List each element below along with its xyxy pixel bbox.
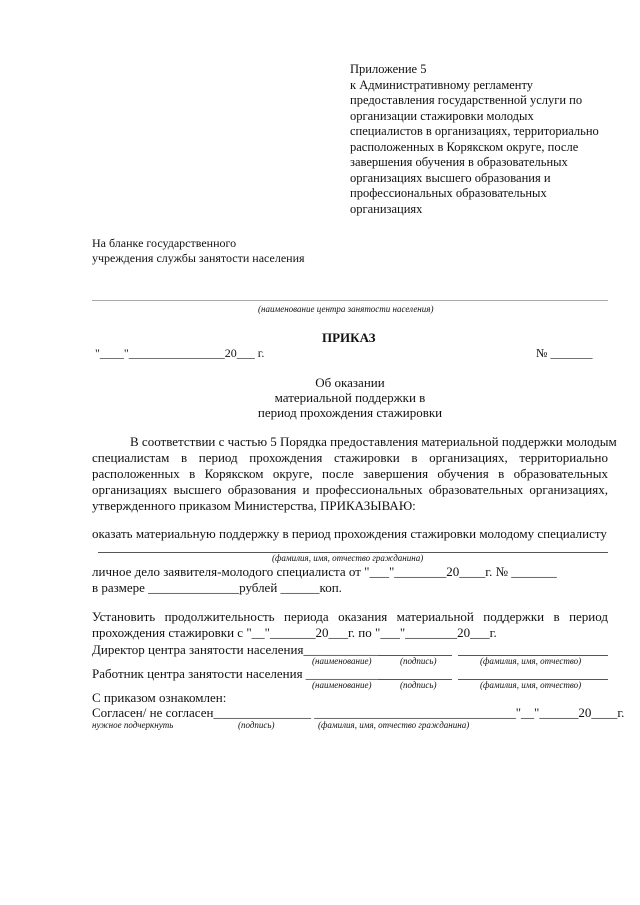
blank-note-line: учреждения службы занятости населения xyxy=(92,251,305,265)
center-caption: (наименование центра занятости населения) xyxy=(258,304,434,314)
appendix-line: специалистов в организациях, территориально xyxy=(350,124,599,138)
body-line-first: В соответствии с частью 5 Порядка предоставления материальной поддержки молодым xyxy=(130,434,617,449)
blank-note-line: На бланке государственного xyxy=(92,236,237,250)
appendix-line: организациях высшего образования и xyxy=(350,170,551,185)
body-line: специалистам в период прохождения стажировки в организациях, территориально xyxy=(92,450,608,465)
amount-line: в размере ______________рублей ______коп. xyxy=(92,580,342,595)
appendix-line: организациях xyxy=(350,201,423,216)
caption-fio: (фамилия, имя, отчество) xyxy=(480,680,582,690)
appendix-line: к Административному регламенту xyxy=(350,77,534,92)
appendix-block xyxy=(350,62,620,217)
order-line: оказать материальную поддержку в период прохождения стажировки молодому специалисту xyxy=(92,526,607,541)
subject-line: Об оказании xyxy=(315,375,385,390)
appendix-line: расположенных в Корякском округе, после xyxy=(350,139,579,154)
period-line: прохождения стажировки с "__"_______20___г. по "___"________20___г. xyxy=(92,625,497,640)
center-name-line xyxy=(92,300,608,301)
caption-signature: (подпись) xyxy=(238,720,275,730)
appendix-line: завершения обучения в образовательных xyxy=(350,155,568,169)
appendix-line: предоставления государственной услуги по xyxy=(350,93,583,107)
agree-line: Согласен/ не согласен_______________ _______________________________"__"______20____г. xyxy=(92,705,625,720)
caption-fio-citizen: (фамилия, имя, отчество гражданина) xyxy=(318,720,470,730)
caption-signature: (подпись) xyxy=(400,680,437,690)
body-line: организациях высшего образования и профессиональных образовательных организациях, xyxy=(92,482,608,497)
number-line: № _______ xyxy=(536,346,593,360)
subject-line: материальной поддержки в xyxy=(274,390,426,405)
appendix-line: Приложение 5 xyxy=(350,62,427,76)
director-line: Директор центра занятости населения____________ xyxy=(92,642,382,657)
period-line: Установить продолжительность периода оказания материальной поддержки в период xyxy=(92,609,608,624)
caption-signature: (подпись) xyxy=(400,656,437,666)
appendix-line: профессиональных образовательных xyxy=(350,186,547,200)
date-line: "____"________________20___ г. xyxy=(95,346,265,360)
fio-caption: (фамилия, имя, отчество гражданина) xyxy=(272,553,424,563)
caption-underline: нужное подчеркнуть xyxy=(92,720,174,730)
worker-line: Работник центра занятости населения ____________ xyxy=(92,666,384,681)
personal-file-line: личное дело заявителя-молодого специалиста от "___"________20____г. № _______ xyxy=(92,564,557,579)
body-line: расположенных в Корякском округе, после завершения обучения в образовательных xyxy=(92,466,608,481)
subject-line: период прохождения стажировки xyxy=(257,405,443,420)
acquainted-line: С приказом ознакомлен: xyxy=(92,690,227,705)
body-line-last: утвержденного приказом Министерства, ПРИКАЗЫВАЮ: xyxy=(92,498,416,513)
caption-fio: (фамилия, имя, отчество) xyxy=(480,656,582,666)
appendix-line: организации стажировки молодых xyxy=(350,108,534,123)
caption-name: (наименование) xyxy=(312,656,372,666)
caption-name: (наименование) xyxy=(312,680,372,690)
doc-title: ПРИКАЗ xyxy=(322,330,376,345)
